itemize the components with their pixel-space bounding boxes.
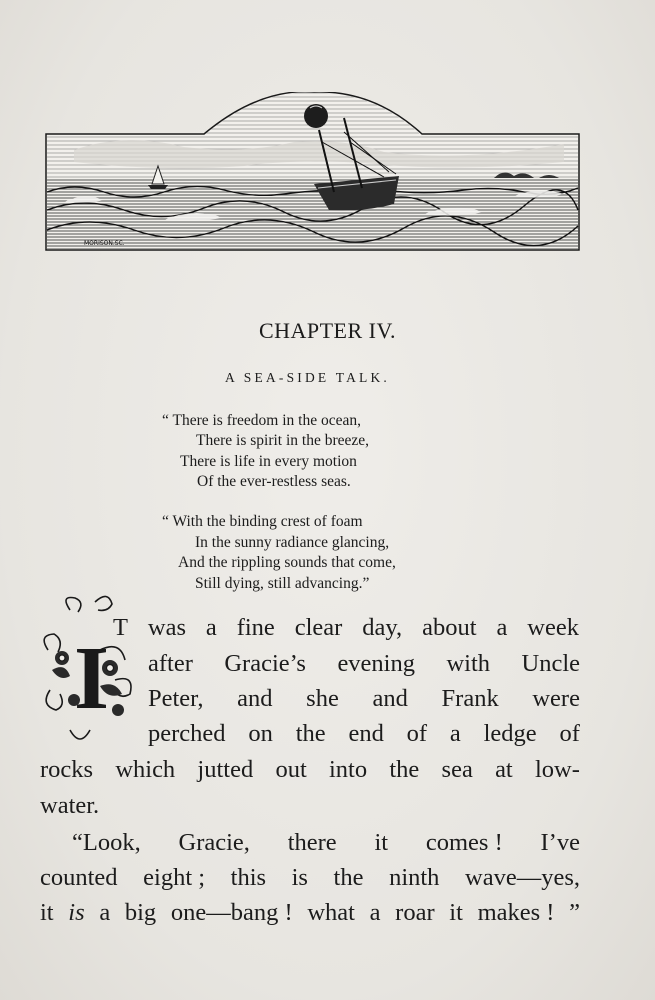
poem-line: “ There is freedom in the ocean, [162,412,361,429]
engraver-signature: MORISON.SC. [84,240,125,247]
poem-line: There is spirit in the breeze, [196,432,370,449]
drop-cap-letter: I [74,629,110,728]
poem-line: There is life in every motion [180,453,357,470]
text-line: perched on the end of a ledge of [148,720,580,747]
poem-line: And the rippling sounds that come, [178,554,396,571]
text-line: water. [40,792,100,819]
poem-line: Still dying, still advancing.” [195,575,370,592]
poem-line: “ With the binding crest of foam [162,513,363,530]
text-line: after Gracie’s evening with Uncle [148,650,580,677]
text-line: Peter, and she and Frank were [148,685,580,712]
poem-line: In the sunny radiance glancing, [195,534,390,551]
section-title: A SEA-SIDE TALK. [225,370,390,385]
chapter-title: CHAPTER IV. [258,318,397,343]
text-line: counted eight ; this is the ninth wave—yes, [40,864,580,891]
text-line: T was a fine clear day, about a week [113,614,579,641]
text-line: rocks which jutted out into the sea at low- [40,756,580,783]
text-line: “Look, Gracie, there it comes ! I’ve [72,829,580,856]
poem-line: Of the ever-restless seas. [197,473,351,490]
text-line: it is a big one—bang ! what a roar it makes ! ” [40,899,580,926]
ship-at-sea-illustration [44,92,581,252]
